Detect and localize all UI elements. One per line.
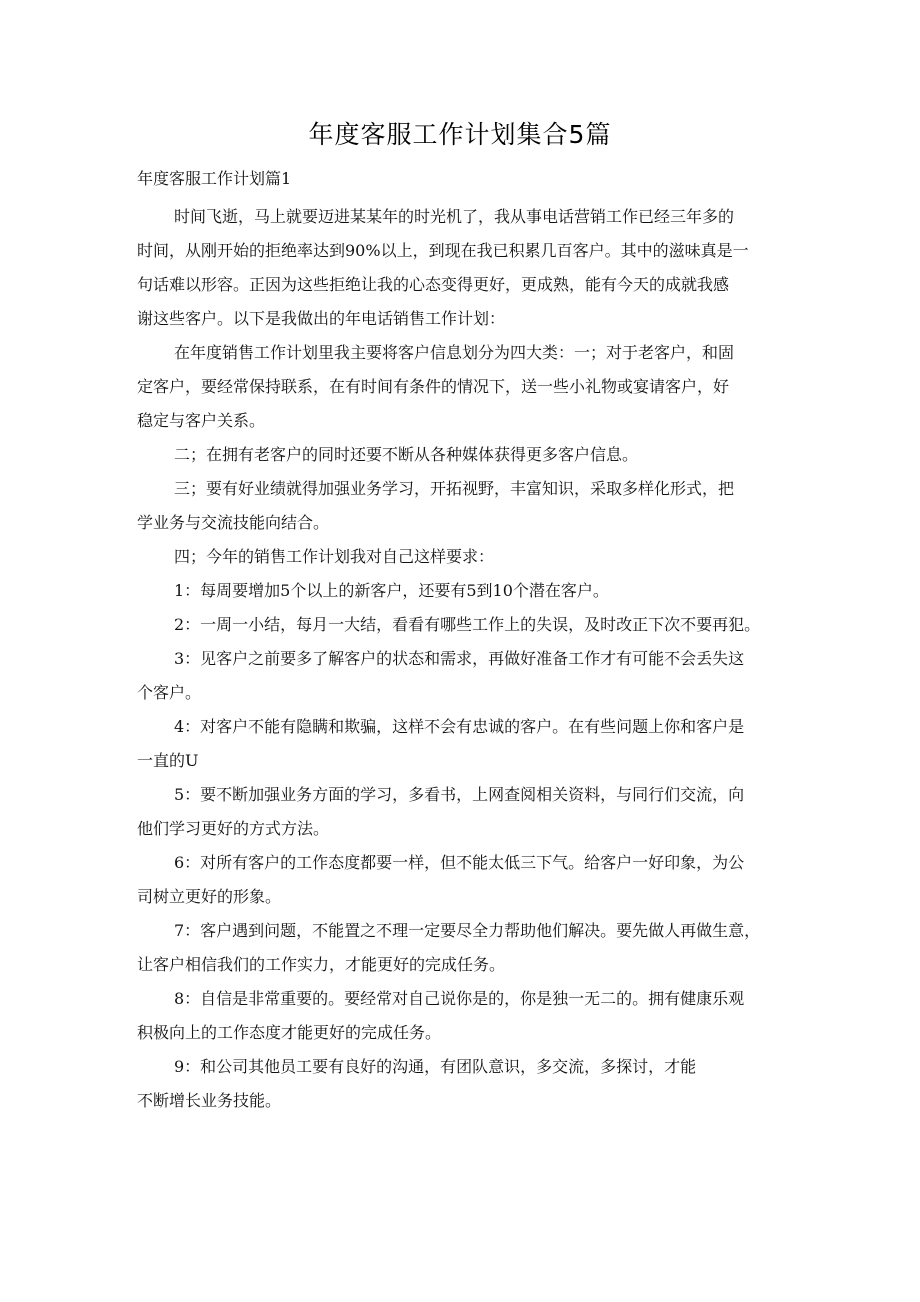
paragraph-line: 三；要有好业绩就得加强业务学习，开拓视野，丰富知识，采取多样化形式，把 <box>174 479 735 498</box>
paragraph-line: 稳定与客户关系。 <box>137 411 266 430</box>
paragraph-line: 6：对所有客户的工作态度都要一样，但不能太低三下气。给客户一好印象，为公 <box>174 853 745 872</box>
paragraph-line: 二；在拥有老客户的同时还要不断从各种媒体获得更多客户信息。 <box>174 445 639 464</box>
paragraph-line: 在年度销售工作计划里我主要将客户信息划分为四大类：一；对于老客户，和固 <box>174 343 735 362</box>
paragraph-line: 让客户相信我们的工作实力，才能更好的完成任务。 <box>137 955 506 974</box>
paragraph <box>137 574 797 608</box>
paragraph-line: 时间，从刚开始的拒绝率达到90%以上，到现在我已积累几百客户。其中的滋味真是一 <box>137 241 749 260</box>
paragraph <box>137 846 797 914</box>
paragraph-line: 四；今年的销售工作计划我对自己这样要求： <box>174 547 495 566</box>
paragraph-line: 7：客户遇到问题，不能置之不理一定要尽全力帮助他们解决。要先做人再做生意， <box>174 921 761 940</box>
paragraph-line: 司树立更好的形象。 <box>137 887 282 906</box>
paragraph <box>137 200 797 336</box>
paragraph-line: 学业务与交流技能向结合。 <box>137 513 330 532</box>
paragraph-line: 不断增长业务技能。 <box>137 1091 282 1110</box>
paragraph-line: 一直的U <box>137 751 199 770</box>
paragraph-line: 3：见客户之前要多了解客户的状态和需求，再做好准备工作才有可能不会丢失这 <box>174 649 745 668</box>
paragraph <box>137 336 797 438</box>
paragraph-line: 8：自信是非常重要的。要经常对自己说你是的，你是独一无二的。拥有健康乐观 <box>174 989 745 1008</box>
paragraph <box>137 710 797 778</box>
paragraph-line: 积极向上的工作态度才能更好的完成任务。 <box>137 1023 442 1042</box>
paragraph <box>137 1050 797 1118</box>
paragraph <box>137 540 797 574</box>
paragraph <box>137 914 797 982</box>
paragraph-line: 1：每周要增加5个以上的新客户，还要有5到10个潜在客户。 <box>174 581 609 600</box>
paragraph <box>137 982 797 1050</box>
paragraph-line: 他们学习更好的方式方法。 <box>137 819 330 838</box>
paragraph <box>137 472 797 540</box>
paragraph <box>137 642 797 710</box>
paragraph-line: 个客户。 <box>137 683 202 702</box>
section-heading: 年度客服工作计划篇1 <box>137 169 292 188</box>
paragraph <box>137 608 797 642</box>
paragraph <box>137 438 797 472</box>
document-title: 年度客服工作计划集合5篇 <box>308 120 612 149</box>
paragraph-line: 时间飞逝，马上就要迈进某某年的时光机了，我从事电话营销工作已经三年多的 <box>174 207 735 226</box>
paragraph-line: 5：要不断加强业务方面的学习，多看书，上网查阅相关资料，与同行们交流，向 <box>174 785 745 804</box>
paragraph-line: 9：和公司其他员工要有良好的沟通，有团队意识，多交流，多探讨，才能 <box>174 1057 697 1076</box>
paragraph-line: 2：一周一小结，每月一大结，看看有哪些工作上的失误，及时改正下次不要再犯。 <box>174 615 761 634</box>
paragraph-line: 谢这些客户。以下是我做出的年电话销售工作计划： <box>137 309 506 328</box>
document-body <box>137 200 797 1118</box>
paragraph-line: 句话难以形容。正因为这些拒绝让我的心态变得更好，更成熟，能有今天的成就我感 <box>137 275 730 294</box>
paragraph-line: 4：对客户不能有隐瞒和欺骗，这样不会有忠诚的客户。在有些问题上你和客户是 <box>174 717 745 736</box>
paragraph <box>137 778 797 846</box>
paragraph-line: 定客户，要经常保持联系，在有时间有条件的情况下，送一些小礼物或宴请客户，好 <box>137 377 730 396</box>
